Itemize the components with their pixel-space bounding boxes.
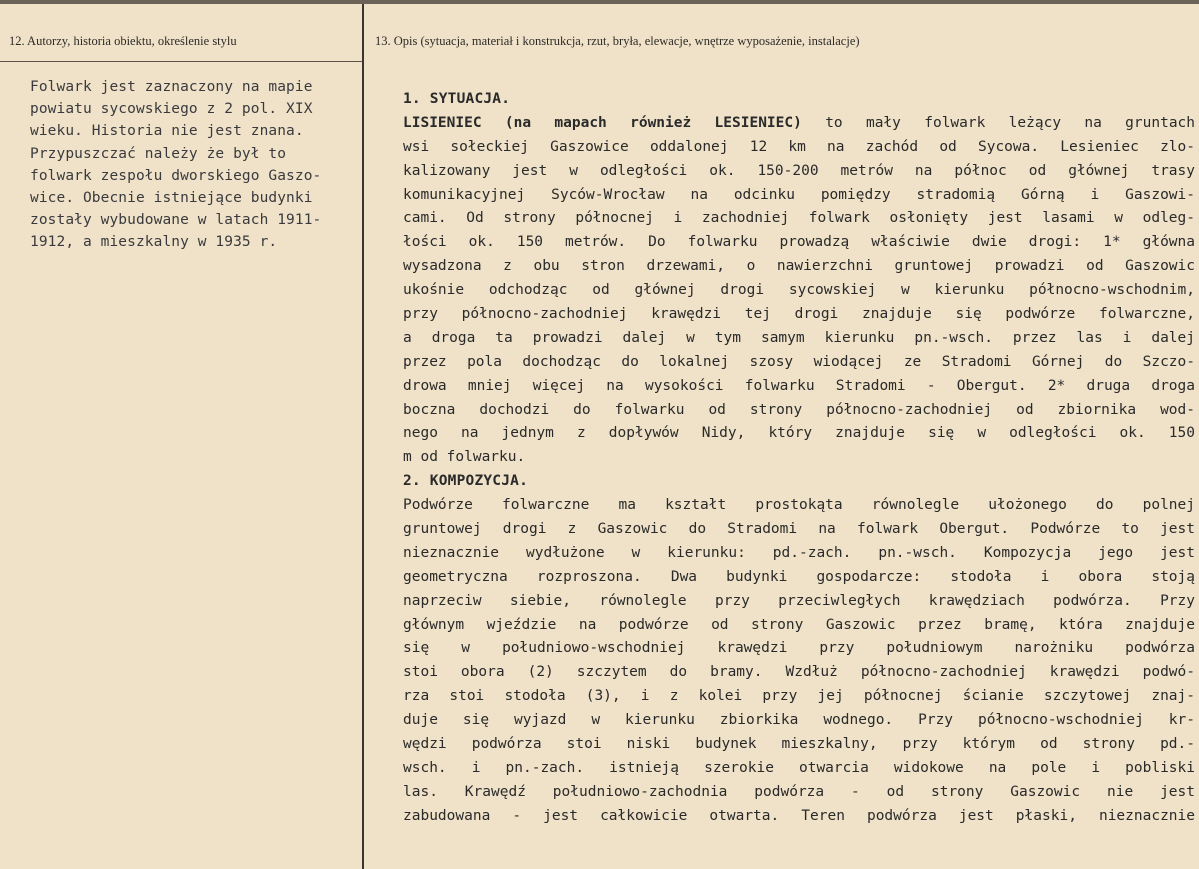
field-13-heading: 13. Opis (sytuacja, materiał i konstrukcja, rzut, bryła, elewacje, wnętrze wyposażenie, instalacje) — [375, 34, 860, 48]
section-1-line: wsi sołeckiej Gaszowice oddalonej 12 km na zachód od Sycowa. Lesieniec zlo- — [403, 138, 1195, 155]
section-1-line: ukośnie odchodząc od głównej drogi sycowskiej w kierunku północno-wschodnim, — [403, 282, 1195, 299]
section-1-first-line — [403, 112, 1195, 136]
left-column — [0, 4, 364, 869]
section-2-line: duje się wyjazd w kierunku zbiorkika wodnego. Przy północno-wschodniej kr- — [403, 712, 1195, 729]
section-1-line: cami. Od strony północnej i zachodniej folwark osłonięty jest lasami w odleg- — [403, 210, 1195, 227]
history-line: Folwark jest zaznaczony na mapie — [30, 79, 313, 95]
section-1-line: boczna dochodzi do folwarku od strony północno-zachodniej od zbiornika wod- — [403, 401, 1195, 418]
section-1-line: komunikacyjnej Syców-Wrocław na odcinku pomiędzy stradomią Górną i Gaszowi- — [403, 186, 1195, 203]
history-line: wice. Obecnie istniejące budynki — [30, 190, 313, 207]
section-2-line: zabudowana - jest całkowicie otwarta. Teren podwórza jest płaski, nieznacznie — [403, 807, 1195, 824]
section-2-line: stoi obora (2) szczytem do bramy. Wzdłuż północno-zachodniej krawędzi podwó- — [403, 664, 1195, 681]
history-line: 1912, a mieszkalny w 1935 r. — [30, 234, 278, 251]
section-1-lead: LISIENIEC (na mapach również LESIENIEC) — [403, 114, 802, 131]
section-2-line: Podwórze folwarczne ma kształt prostokąta równolegle ułożonego do polnej — [403, 497, 1195, 514]
heading-divider — [0, 61, 362, 62]
right-column — [366, 4, 1199, 869]
section-1-line: to mały folwark leżący na gruntach — [825, 114, 1195, 131]
history-line: powiatu sycowskiego z 2 pol. XIX — [30, 101, 313, 118]
section-1-line: nego na jednym z dopływów Nidy, który znajduje się w odległości ok. 150 — [403, 425, 1195, 442]
description-text — [403, 88, 1195, 829]
section-2-line: wsch. i pn.-zach. istnieją szerokie otwarcia widokowe na pole i pobliski — [403, 759, 1195, 776]
field-12-heading: 12. Autorzy, historia obiektu, określenie stylu — [9, 34, 237, 48]
section-1-line: drowa mniej więcej na wysokości folwarku Stradomi - Obergut. 2* druga droga — [403, 377, 1195, 394]
section-2-line: rza stoi stodoła (3), i z kolei przy jej północnej ścianie szczytowej znaj- — [403, 688, 1195, 705]
history-line: zostały wybudowane w latach 1911- — [30, 212, 322, 229]
section-1-title: 1. SYTUACJA. — [403, 91, 511, 107]
section-1-line: kalizowany jest w odległości ok. 150-200 metrów na północ od głównej trasy — [403, 162, 1195, 179]
section-1-line: m od folwarku. — [403, 449, 526, 466]
history-line: wieku. Historia nie jest znana. — [30, 123, 304, 140]
section-2-line: nieznacznie wydłużone w kierunku: pd.-zach. pn.-wsch. Kompozycja jego jest — [403, 544, 1195, 561]
section-2-title: 2. KOMPOZYCJA. — [403, 473, 529, 490]
section-1-line: przez pola dochodząc do lokalnej szosy wiodącej ze Stradomi Górnej do Szczo- — [403, 353, 1195, 370]
section-1-line: łości ok. 150 metrów. Do folwarku prowadzą właściwie dwie drogi: 1* główna — [403, 234, 1195, 251]
section-2-line: las. Krawędź południowo-zachodnia podwórza - od strony Gaszowic nie jest — [403, 783, 1195, 800]
section-2-line: się w południowo-wschodniej krawędzi przy południowym narożniku podwórza — [403, 640, 1195, 657]
history-line: Przypuszczać należy że był to — [30, 145, 287, 162]
history-text — [30, 76, 360, 254]
section-2-line: geometryczna rozproszona. Dwa budynki gospodarcze: stodoła i obora stoją — [403, 568, 1195, 585]
section-2-line: wędzi podwórza stoi niski budynek mieszkalny, przy którym od strony pd.- — [403, 736, 1195, 753]
section-1-line: wysadzona z obu stron drzewami, o nawierzchni gruntowej prowadzi od Gaszowic — [403, 258, 1195, 275]
history-line: folwark zespołu dworskiego Gaszo- — [30, 167, 322, 184]
section-1-line: przy północno-zachodniej krawędzi tej drogi znajduje się podwórze folwarczne, — [403, 306, 1195, 323]
section-1-line: a droga ta prowadzi dalej w tym samym kierunku pn.-wsch. przez las i dalej — [403, 329, 1195, 346]
section-2-line: głównym wjeździe na podwórze od strony Gaszowic przez bramę, która znajduje — [403, 616, 1195, 633]
section-2-line: naprzeciw siebie, równolegle przy przeciwległych krawędziach podwórza. Przy — [403, 592, 1195, 609]
section-2-line: gruntowej drogi z Gaszowic do Stradomi na folwark Obergut. Podwórze to jest — [403, 521, 1195, 538]
